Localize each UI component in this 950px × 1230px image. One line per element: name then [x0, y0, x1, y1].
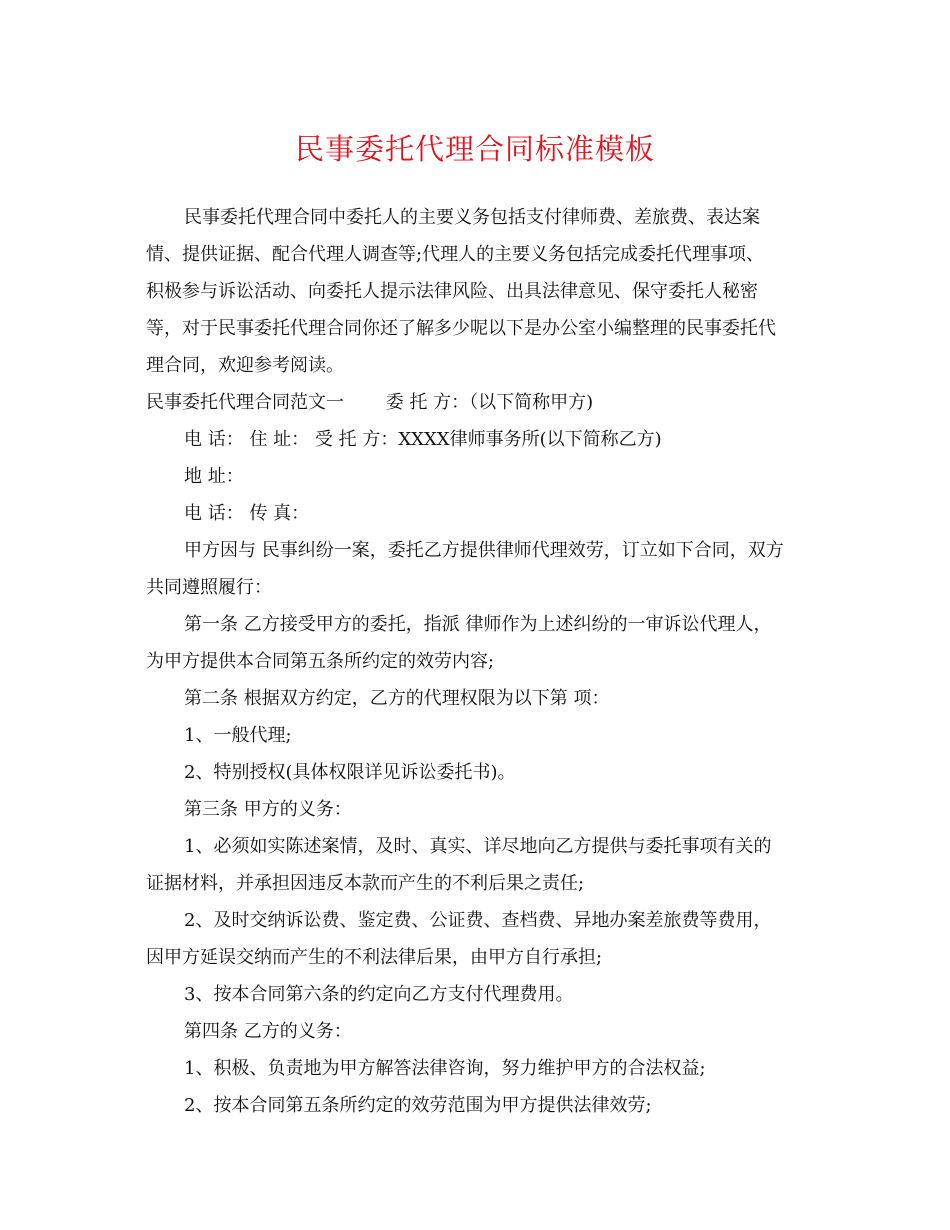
paragraph-line: 电 话： 住 址： 受 托 方：XXXX律师事务所(以下简称乙方) [184, 429, 662, 450]
paragraph-line: 电 话： 传 真： [184, 503, 310, 524]
paragraph-line: 民事委托代理合同范文一 委 托 方：（以下简称甲方) [146, 392, 594, 413]
paragraph-line: 证据材料，并承担因违反本款而产生的不利后果之责任; [146, 873, 585, 894]
paragraph-line: 甲方因与 民事纠纷一案，委托乙方提供律师代理效劳，订立如下合同，双方 [184, 540, 784, 561]
paragraph-line: 第一条 乙方接受甲方的委托，指派 律师作为上述纠纷的一审诉讼代理人， [184, 614, 772, 635]
document-title: 民事委托代理合同标准模板 [294, 132, 655, 166]
paragraph-line: 理合同，欢迎参考阅读。 [146, 355, 344, 376]
paragraph-line: 1、一般代理; [184, 725, 292, 746]
paragraph-line: 因甲方延误交纳而产生的不利法律后果，由甲方自行承担; [146, 947, 603, 968]
paragraph-line: 民事委托代理合同中委托人的主要义务包括支付律师费、差旅费、表达案 [184, 207, 760, 228]
paragraph-line: 第二条 根据双方约定，乙方的代理权限为以下第 项： [184, 688, 610, 709]
paragraph-line: 第三条 甲方的义务： [184, 799, 352, 820]
paragraph-line: 第四条 乙方的义务： [184, 1021, 352, 1042]
paragraph-line: 3、按本合同第六条的约定向乙方支付代理费用。 [184, 984, 574, 1005]
paragraph-line: 2、按本合同第五条所约定的效劳范围为甲方提供法律效劳; [184, 1095, 652, 1116]
paragraph-line: 2、特别授权(具体权限详见诉讼委托书)。 [184, 762, 516, 783]
paragraph-line: 为甲方提供本合同第五条所约定的效劳内容; [146, 651, 495, 672]
paragraph-line: 1、积极、负责地为甲方解答法律咨询，努力维护甲方的合法权益; [184, 1058, 706, 1079]
paragraph-line: 积极参与诉讼活动、向委托人提示法律风险、出具法律意见、保守委托人秘密 [146, 281, 758, 302]
paragraph-line: 2、及时交纳诉讼费、鉴定费、公证费、查档费、异地办案差旅费等费用， [184, 910, 772, 931]
paragraph-line: 等，对于民事委托代理合同你还了解多少呢以下是办公室小编整理的民事委托代 [146, 318, 776, 339]
paragraph-line: 共同遵照履行： [146, 577, 272, 598]
paragraph-line: 情、提供证据、配合代理人调查等;代理人的主要义务包括完成委托代理事项、 [146, 244, 765, 265]
paragraph-line: 1、必须如实陈述案情，及时、真实、详尽地向乙方提供与委托事项有关的 [184, 836, 772, 857]
paragraph-line: 地 址： [184, 466, 244, 487]
